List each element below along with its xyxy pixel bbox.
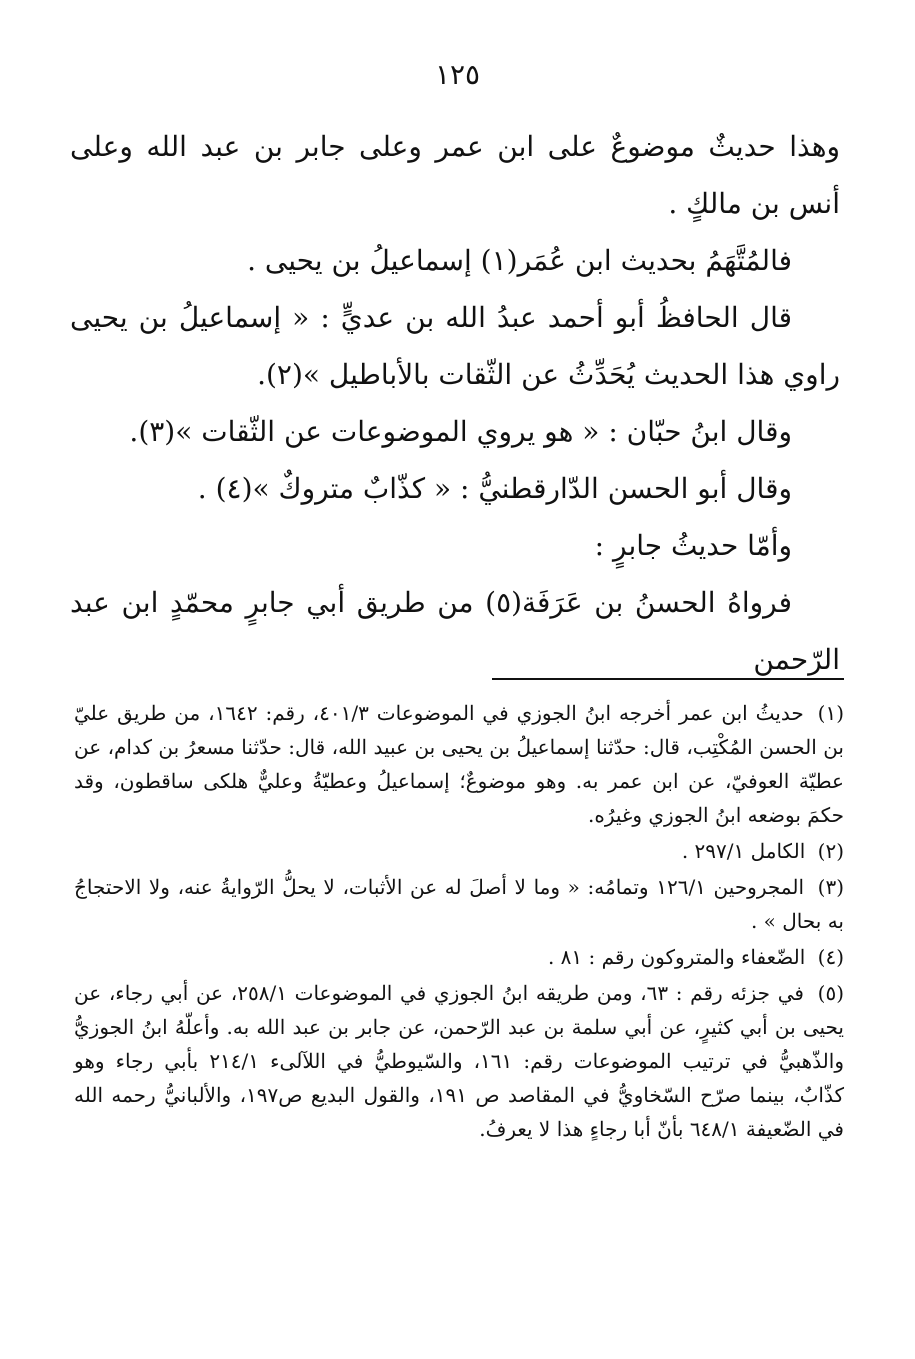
footnote [74,834,844,868]
footnote-text: الكامل ٢٩٧/١ . [681,839,806,863]
page-number: ١٢٥ [434,58,481,91]
footnote-number: (٣) [817,875,845,899]
footnote-text: المجروحين ١٢٦/١ وتمامُه: « وما لا أصلَ له عن الأثبات، لا يحلُّ الرّوايةُ عنه، ولا الاحتجاجُ به بحال » . [74,875,844,933]
footnote-number: (٤) [817,945,844,969]
footnote-number: (٢) [817,839,844,863]
footnote [74,976,844,1146]
footnote [74,696,844,832]
footnote [74,870,844,938]
footnote-number: (١) [817,701,845,725]
main-paragraph: قال الحافظُ أبو أحمد عبدُ الله بن عديٍّ : « إسماعيلُ بن يحيى راوي هذا الحديث يُحَدِّثُ عن الثّقات بالأباطيل »(٢). [70,301,840,391]
footnote-text: حديثُ ابن عمر أخرجه ابنُ الجوزي في الموضوعات ٤٠١/٣، رقم: ١٦٤٢، من طريق عليّ بن الحسن المُكْتِب، قال: حدّثنا إسماعيلُ بن يحيى بن عبيد الله، قال: حدّثنا مسعرُ بن كدام، عن عطيّة العوفيّ، عن ابن عمر به. وهو موضوعٌ؛ إسماعيلُ وعطيّةُ وعليٌّ هلكى ساقطون، وقد حكمَ بوضعه ابنُ الجوزي وغيرُه. [74,701,844,827]
main-paragraph: وقال أبو الحسن الدّارقطنيُّ : « كذّابٌ متروكٌ »(٤) . [197,472,792,505]
footnotes [74,696,844,1148]
footnote-text: الضّعفاء والمتروكون رقم : ٨١ . [547,945,806,969]
footnote [74,940,844,974]
main-paragraph: وقال ابنُ حبّان : « هو يروي الموضوعات عن الثّقات »(٣). [129,415,792,448]
footnote-text: في جزئه رقم : ٦٣، ومن طريقه ابنُ الجوزي في الموضوعات ٢٥٨/١، عن أبي رجاء، عن يحيى بن أبي كثيرٍ، عن أبي سلمة بن عبد الرّحمن، عن جابر بن عبد الله به. وأعلّهُ ابنُ الجوزيُّ والذّهبيُّ في ترتيب الموضوعات رقم: ١٦١، والسّيوطيُّ في اللآلىء ٢١٤/١ بأبي رجاء وهو كذّابٌ، بينما صرّح السّخاويُّ في المقاصد ص ١٩١، والقول البديع ص١٩٧، والألبانيُّ رحمه الله في الضّعيفة ٦٤٨/١ بأنّ أبا رجاءٍ هذا لا يعرفُ. [74,981,844,1141]
main-paragraph: فرواهُ الحسنُ بن عَرَفَة(٥) من طريق أبي جابرٍ محمّدٍ ابن عبد الرّحمن [70,586,840,676]
main-paragraph: وهذا حديثٌ موضوعٌ على ابن عمر وعلى جابر بن عبد الله وعلى أنس بن مالكٍ . [70,130,840,220]
main-paragraph: فالمُتَّهَمُ بحديث ابن عُمَر(١) إسماعيلُ بن يحيى . [247,244,792,277]
main-paragraph: وأمّا حديثُ جابرٍ : [594,529,792,562]
footnote-separator [492,678,844,680]
footnote-number: (٥) [817,981,845,1005]
main-text [70,118,840,688]
